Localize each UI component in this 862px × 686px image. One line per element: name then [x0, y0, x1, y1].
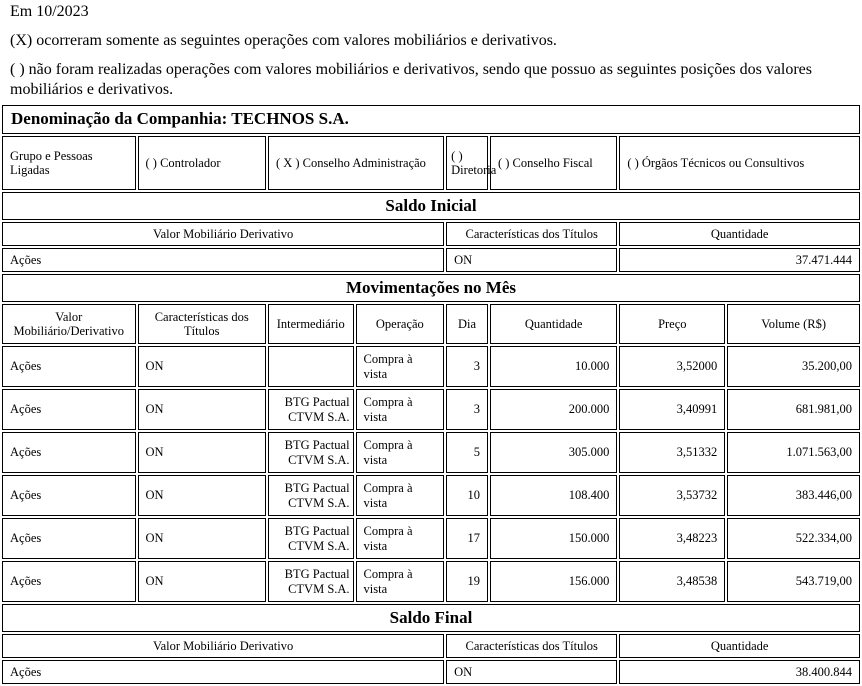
mov-col-intermediario: Intermediário [268, 304, 354, 344]
mov-col-dia: Dia [446, 304, 488, 344]
mov-quantidade: 200.000 [490, 389, 617, 430]
mov-volume: 543.719,00 [727, 561, 860, 602]
table-row [2, 432, 860, 473]
mov-dia: 5 [446, 432, 488, 473]
mov-valor: Ações [2, 475, 136, 516]
mov-quantidade: 108.400 [490, 475, 617, 516]
col-quantidade: Quantidade [619, 634, 860, 658]
section-movimentacoes: Movimentações no Mês [2, 274, 860, 302]
cell-valor: Ações [2, 660, 444, 684]
mov-volume: 681.981,00 [727, 389, 860, 430]
mov-intermediario [268, 346, 354, 387]
positions-table [0, 103, 862, 686]
mov-intermediario: BTG Pactual CTVM S.A. [268, 432, 354, 473]
mov-quantidade: 156.000 [490, 561, 617, 602]
mov-col-quantidade: Quantidade [490, 304, 617, 344]
section-saldo-final: Saldo Final [2, 604, 860, 632]
mov-dia: 19 [446, 561, 488, 602]
checkbox-conselho-administracao[interactable]: ( X ) Conselho Administração [268, 136, 444, 190]
cell-valor: Ações [2, 248, 444, 272]
checkbox-orgaos-tecnicos[interactable]: ( ) Órgãos Técnicos ou Consultivos [619, 136, 860, 190]
table-row [2, 346, 860, 387]
col-valor-mobiliario: Valor Mobiliário Derivativo [2, 222, 444, 246]
cell-quantidade: 37.471.444 [619, 248, 860, 272]
mov-volume: 35.200,00 [727, 346, 860, 387]
mov-col-valor: Valor Mobiliário/Derivativo [2, 304, 136, 344]
mov-dia: 3 [446, 346, 488, 387]
mov-operacao: Compra à vista [356, 346, 445, 387]
cell-caract: ON [446, 660, 617, 684]
report-month: Em 10/2023 [10, 3, 89, 20]
saldo-final-header [2, 634, 860, 658]
groups-row [2, 136, 860, 190]
mov-volume: 522.334,00 [727, 518, 860, 559]
mov-valor: Ações [2, 518, 136, 559]
cell-caract: ON [446, 248, 617, 272]
mov-caract: ON [138, 561, 266, 602]
company-title: Denominação da Companhia: TECHNOS S.A. [2, 105, 860, 134]
mov-col-caract: Características dos Títulos [138, 304, 266, 344]
saldo-final-row [2, 660, 860, 684]
mov-quantidade: 305.000 [490, 432, 617, 473]
col-caracteristicas: Características dos Títulos [446, 222, 617, 246]
mov-preco: 3,51332 [619, 432, 725, 473]
table-row [2, 518, 860, 559]
mov-preco: 3,48223 [619, 518, 725, 559]
cell-quantidade: 38.400.844 [619, 660, 860, 684]
mov-intermediario: BTG Pactual CTVM S.A. [268, 561, 354, 602]
mov-operacao: Compra à vista [356, 389, 445, 430]
table-row [2, 475, 860, 516]
mov-operacao: Compra à vista [356, 561, 445, 602]
checkbox-conselho-fiscal[interactable]: ( ) Conselho Fiscal [490, 136, 617, 190]
mov-operacao: Compra à vista [356, 475, 445, 516]
mov-preco: 3,52000 [619, 346, 725, 387]
checkbox-diretoria[interactable]: ( ) Diretoria [446, 136, 488, 190]
checkbox-controlador[interactable]: ( ) Controlador [138, 136, 266, 190]
mov-col-operacao: Operação [356, 304, 445, 344]
table-row [2, 561, 860, 602]
mov-volume: 383.446,00 [727, 475, 860, 516]
mov-dia: 10 [446, 475, 488, 516]
mov-dia: 17 [446, 518, 488, 559]
group-label: Grupo e Pessoas Ligadas [2, 136, 136, 190]
mov-preco: 3,40991 [619, 389, 725, 430]
mov-operacao: Compra à vista [356, 432, 445, 473]
mov-preco: 3,48538 [619, 561, 725, 602]
mov-intermediario: BTG Pactual CTVM S.A. [268, 475, 354, 516]
table-row [2, 389, 860, 430]
saldo-inicial-row [2, 248, 860, 272]
mov-volume: 1.071.563,00 [727, 432, 860, 473]
mov-caract: ON [138, 346, 266, 387]
mov-intermediario: BTG Pactual CTVM S.A. [268, 518, 354, 559]
mov-col-preco: Preço [619, 304, 725, 344]
movimentacoes-header [2, 304, 860, 344]
mov-quantidade: 150.000 [490, 518, 617, 559]
option-no-operations: ( ) não foram realizadas operações com valores mobiliários e derivativos, sendo que possuo as seguintes posições dos valores mobiliários e derivativos. [10, 61, 812, 98]
mov-caract: ON [138, 475, 266, 516]
col-valor-mobiliario: Valor Mobiliário Derivativo [2, 634, 444, 658]
mov-intermediario: BTG Pactual CTVM S.A. [268, 389, 354, 430]
mov-caract: ON [138, 389, 266, 430]
mov-valor: Ações [2, 561, 136, 602]
mov-dia: 3 [446, 389, 488, 430]
mov-col-volume: Volume (R$) [727, 304, 860, 344]
mov-caract: ON [138, 432, 266, 473]
mov-operacao: Compra à vista [356, 518, 445, 559]
col-quantidade: Quantidade [619, 222, 860, 246]
mov-valor: Ações [2, 346, 136, 387]
mov-preco: 3,53732 [619, 475, 725, 516]
saldo-inicial-header [2, 222, 860, 246]
section-saldo-inicial: Saldo Inicial [2, 192, 860, 220]
col-caracteristicas: Características dos Títulos [446, 634, 617, 658]
mov-quantidade: 10.000 [490, 346, 617, 387]
positions-form [0, 103, 862, 686]
mov-valor: Ações [2, 432, 136, 473]
mov-caract: ON [138, 518, 266, 559]
option-operations-occurred: (X) ocorreram somente as seguintes operações com valores mobiliários e derivativos. [10, 32, 557, 49]
mov-valor: Ações [2, 389, 136, 430]
